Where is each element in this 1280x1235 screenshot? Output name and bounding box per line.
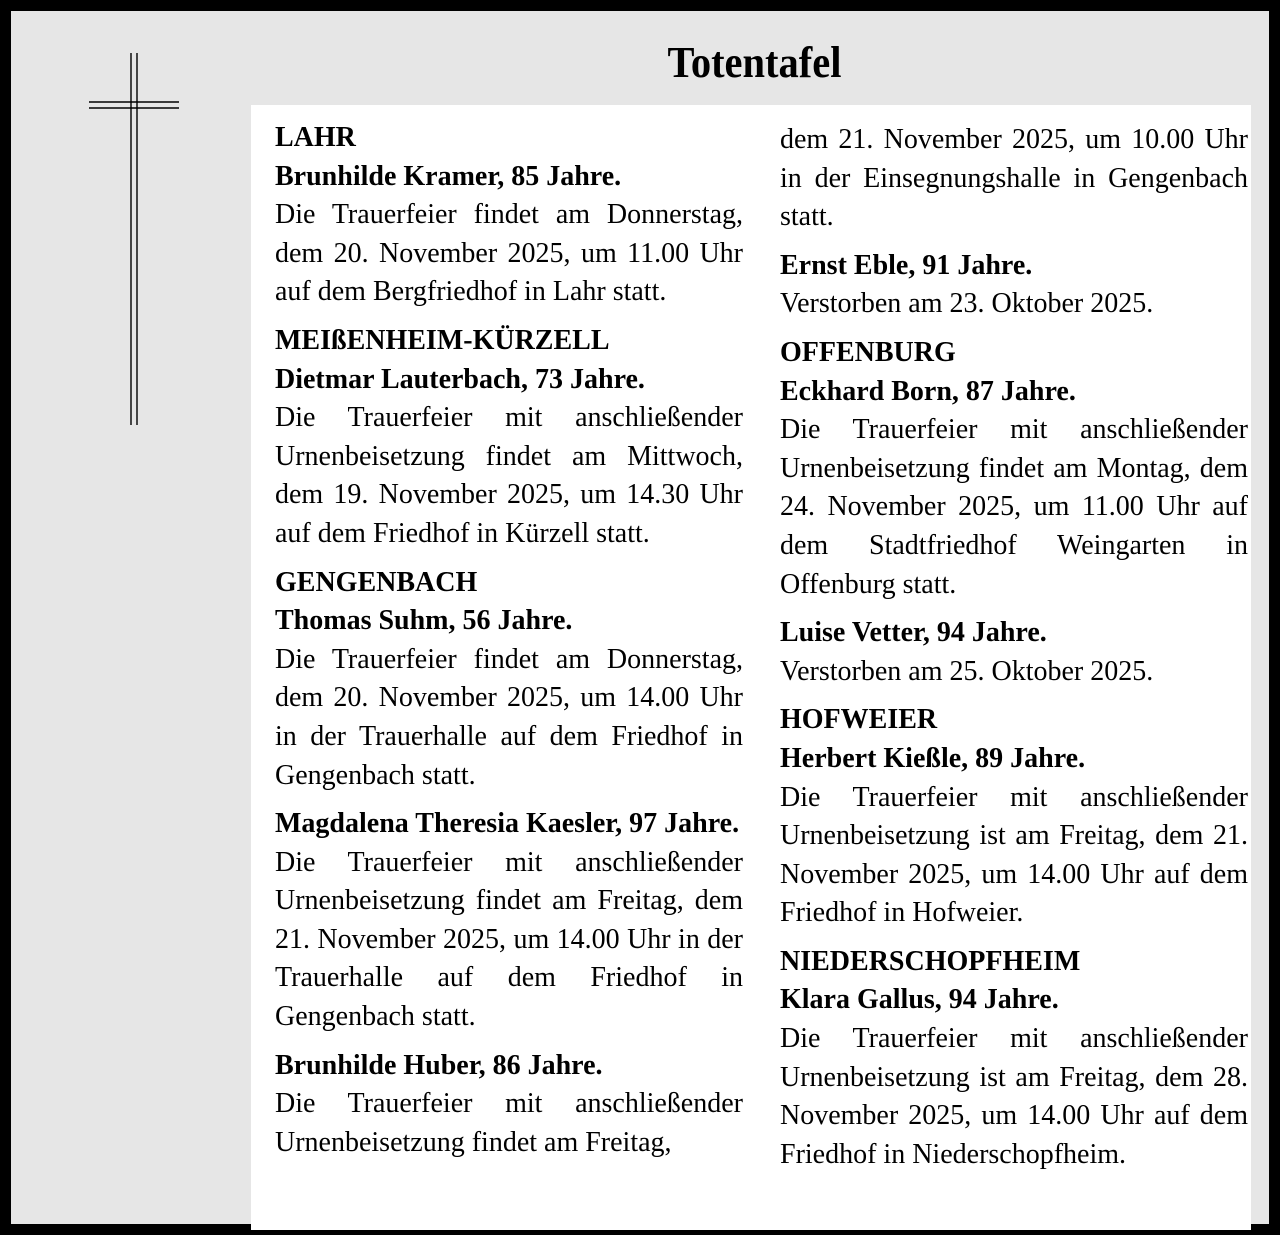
obituary-entry bbox=[780, 247, 1248, 324]
cross-icon bbox=[89, 53, 179, 425]
place-heading: HOFWEIER bbox=[780, 704, 938, 736]
place-heading: LAHR bbox=[275, 122, 356, 153]
deceased-name: Brunhilde Huber, 86 Jahre. bbox=[275, 1049, 603, 1081]
ceremony-details: Die Trauerfeier mit anschließender Urnenbeisetzung ist am Freitag, dem 21. November 2025, um 14.00 Uhr auf dem Friedhof in Hofweier. bbox=[780, 781, 1248, 929]
notice-panel bbox=[251, 105, 1251, 1230]
place-heading: MEIßENHEIM-KÜRZELL bbox=[275, 324, 610, 356]
place-heading: GENGENBACH bbox=[275, 566, 478, 598]
ceremony-details: Verstorben am 25. Oktober 2025. bbox=[780, 655, 1154, 687]
ceremony-details: Die Trauerfeier mit anschließender Urnenbeisetzung findet am Montag, dem 24. November 2025, um 11.00 Uhr auf dem Stadtfriedhof Weingarten in Offenburg statt. bbox=[780, 414, 1248, 600]
obituary-entry bbox=[780, 701, 1248, 933]
obituary-entry bbox=[275, 119, 743, 312]
obituary-entry bbox=[275, 322, 743, 554]
deceased-name: Luise Vetter, 94 Jahre. bbox=[780, 617, 1047, 649]
deceased-name: Eckhard Born, 87 Jahre. bbox=[780, 375, 1076, 407]
deceased-name: Brunhilde Kramer, 85 Jahre. bbox=[275, 160, 622, 192]
deceased-name: Magdalena Theresia Kaesler, 97 Jahre. bbox=[275, 808, 740, 840]
obituary-entry bbox=[780, 334, 1248, 604]
obituary-entry bbox=[780, 614, 1248, 691]
obituary-entry bbox=[780, 943, 1248, 1175]
deceased-name: Dietmar Lauterbach, 73 Jahre. bbox=[275, 363, 645, 395]
obituary-entry bbox=[275, 564, 743, 796]
ceremony-details: Die Trauerfeier findet am Donnerstag, dem 20. November 2025, um 14.00 Uhr in der Trauerhalle auf dem Friedhof in Gengenbach statt. bbox=[275, 643, 743, 791]
obituary-entry bbox=[275, 1047, 743, 1163]
ceremony-details: Die Trauerfeier mit anschließender Urnenbeisetzung ist am Freitag, dem 28. November 2025, um 14.00 Uhr auf dem Friedhof in Niederschopfheim. bbox=[780, 1023, 1248, 1170]
place-heading: OFFENBURG bbox=[780, 336, 956, 368]
deceased-name: Thomas Suhm, 56 Jahre. bbox=[275, 605, 573, 637]
page-title: Totentafel bbox=[667, 38, 842, 87]
ceremony-details: Verstorben am 23. Oktober 2025. bbox=[780, 288, 1154, 320]
ceremony-details: Die Trauerfeier mit anschließender Urnenbeisetzung findet am Freitag, bbox=[275, 1088, 743, 1158]
deceased-name: Klara Gallus, 94 Jahre. bbox=[780, 984, 1059, 1016]
obituary-entry bbox=[780, 121, 1248, 237]
ceremony-details: Die Trauerfeier mit anschließender Urnenbeisetzung findet am Freitag, dem 21. November 2025, um 14.00 Uhr in der Trauerhalle auf dem Friedhof in Gengenbach statt. bbox=[275, 846, 743, 1033]
ceremony-details: Die Trauerfeier findet am Donnerstag, dem 20. November 2025, um 11.00 Uhr auf dem Bergfriedhof in Lahr statt. bbox=[275, 199, 743, 308]
left-column bbox=[275, 119, 743, 1172]
ceremony-details: dem 21. November 2025, um 10.00 Uhr in der Einsegnungshalle in Gengenbach statt. bbox=[780, 124, 1248, 233]
ceremony-details: Die Trauerfeier mit anschließender Urnenbeisetzung findet am Mittwoch, dem 19. November 2025, um 14.30 Uhr auf dem Friedhof in Kürzell statt. bbox=[275, 402, 743, 549]
obituary-entry bbox=[275, 805, 743, 1037]
right-column bbox=[780, 121, 1248, 1184]
deceased-name: Ernst Eble, 91 Jahre. bbox=[780, 249, 1033, 281]
place-heading: NIEDERSCHOPFHEIM bbox=[780, 945, 1081, 977]
deceased-name: Herbert Kießle, 89 Jahre. bbox=[780, 742, 1086, 774]
